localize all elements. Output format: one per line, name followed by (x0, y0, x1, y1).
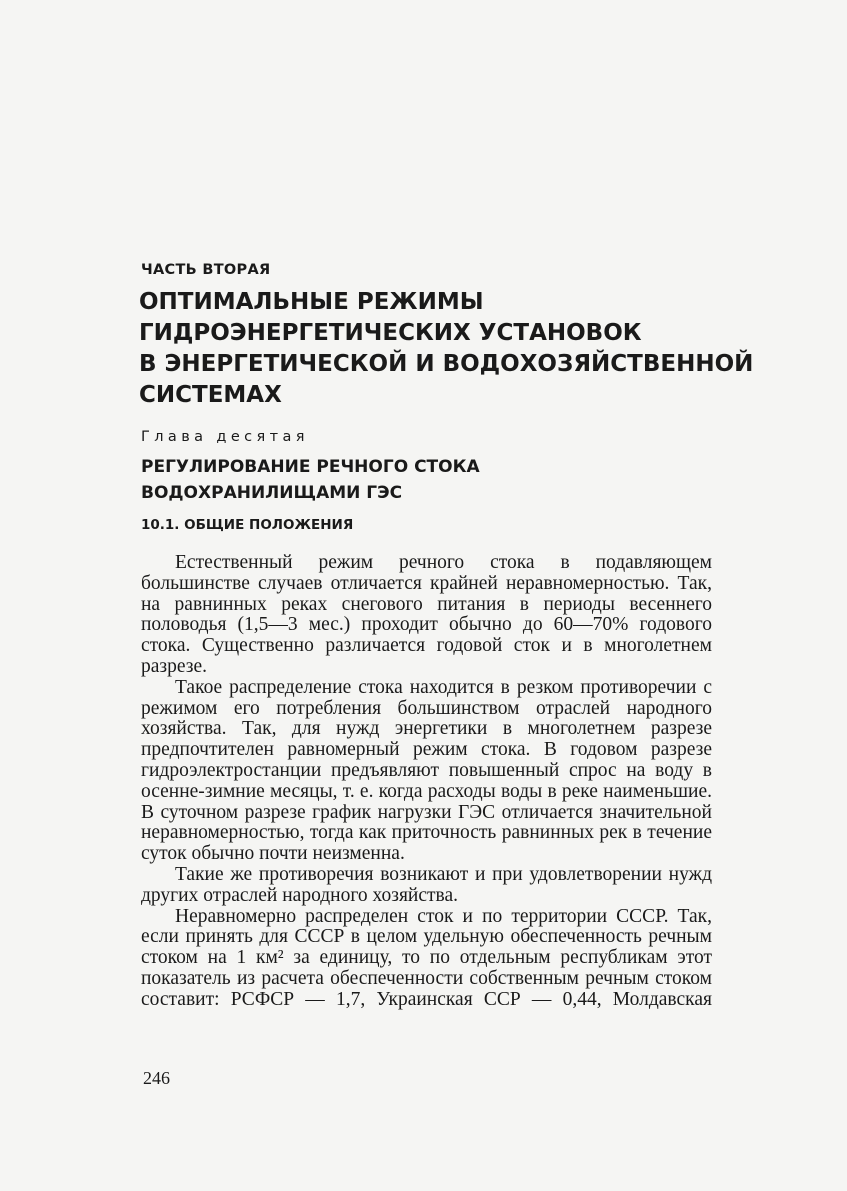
part-title-line: ГИДРОЭНЕРГЕТИЧЕСКИХ УСТАНОВОК (139, 320, 642, 346)
part-title-line: СИСТЕМАХ (139, 382, 282, 408)
chapter-label: Глава десятая (141, 429, 309, 445)
chapter-title-line: ВОДОХРАНИЛИЩАМИ ГЭС (141, 483, 403, 503)
part-title-line: В ЭНЕРГЕТИЧЕСКОЙ И ВОДОХОЗЯЙСТВЕННОЙ (139, 351, 754, 377)
paragraph: Неравномерно распределен сток и по территории СССР. Так, если принять для СССР в целом удельную обеспеченность речным стоком на 1 км² за единицу, то по отдельным республикам этот показатель из расчета обеспеченности собственным речным стоком составит: РСФСР — 1,7, Украинская ССР — 0,44, Молдавская (141, 905, 712, 1010)
part-title (139, 287, 779, 411)
section-title: 10.1. ОБЩИЕ ПОЛОЖЕНИЯ (141, 517, 354, 533)
page-number: 246 (143, 1068, 170, 1088)
paragraph: Такие же противоречия возникают и при удовлетворении нужд других отраслей народного хозяйства. (141, 863, 712, 906)
part-title-line: ОПТИМАЛЬНЫЕ РЕЖИМЫ (139, 289, 484, 315)
chapter-title (141, 454, 480, 506)
body-text (141, 553, 712, 1011)
chapter-title-line: РЕГУЛИРОВАНИЕ РЕЧНОГО СТОКА (141, 457, 480, 477)
paragraph: Естественный режим речного стока в подавляющем большинстве случаев отличается крайней неравномерностью. Так, на равнинных реках снегового питания в периоды весеннего половодья (1,5—3 мес.) проходит обычно до 60—70% годового стока. Существенно различается годовой сток и в многолетнем разрезе. (141, 552, 712, 677)
paragraph: Такое распределение стока находится в резком противоречии с режимом его потребления большинством отраслей народного хозяйства. Так, для нужд энергетики в многолетнем разрезе предпочтителен равномерный режим стока. В годовом разрезе гидроэлектростанции предъявляют повышенный спрос на воду в осенне-зимние месяцы, т. е. когда расходы воды в реке наименьшие. В суточном разрезе график нагрузки ГЭС отличается значительной неравномерностью, тогда как приточность равнинных рек в течение суток обычно почти неизменна. (141, 676, 712, 865)
part-label: ЧАСТЬ ВТОРАЯ (141, 262, 271, 278)
